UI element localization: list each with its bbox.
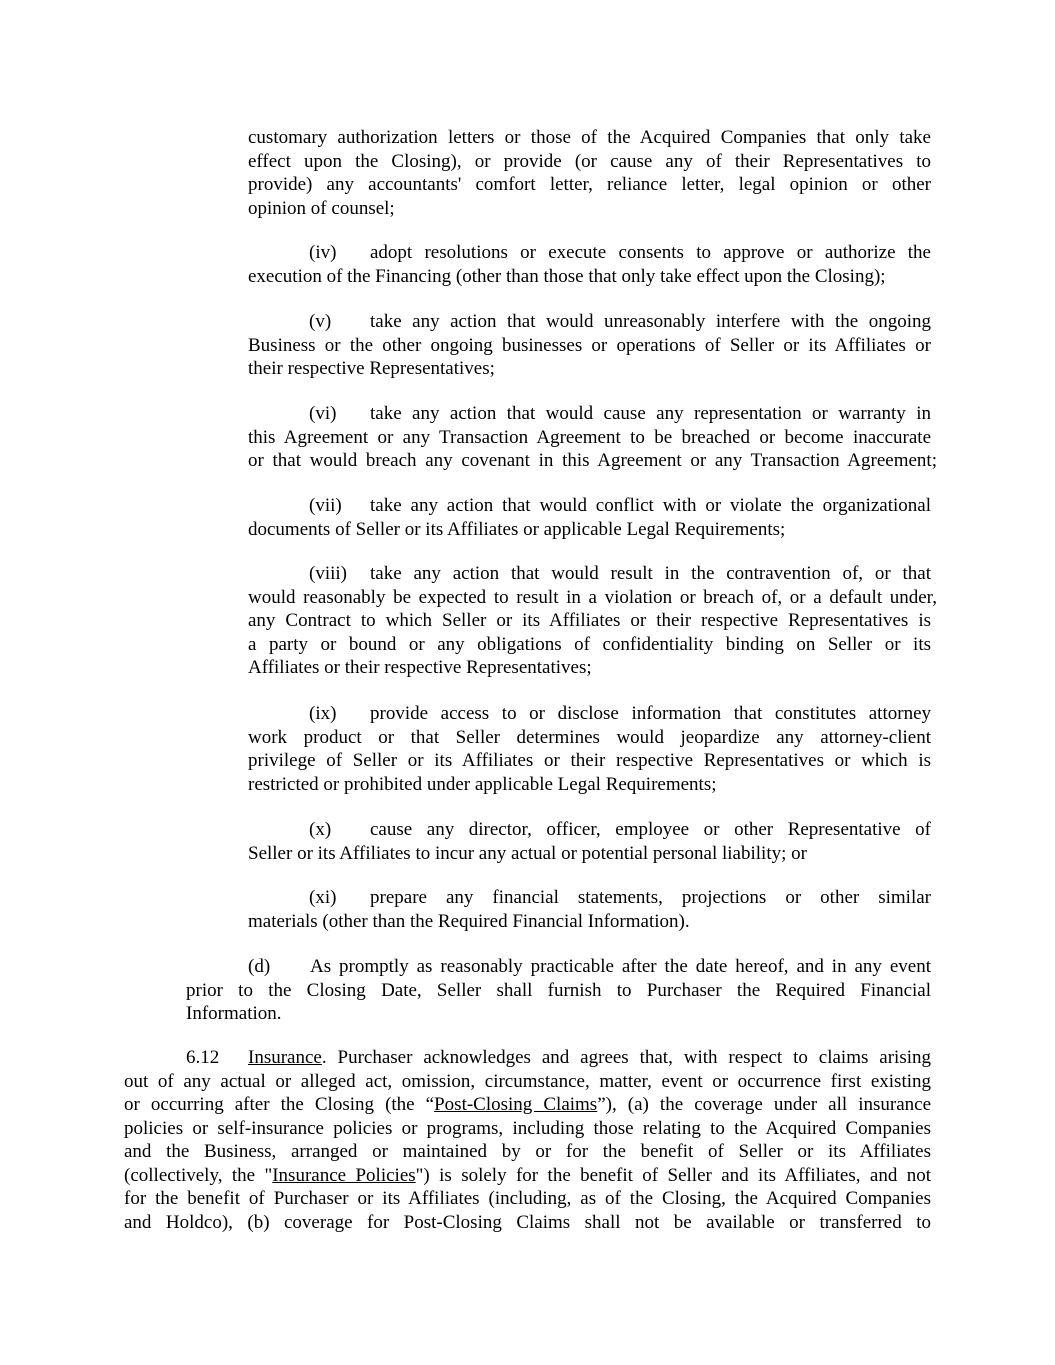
text-line: Affiliates or their respective Representatives; <box>248 657 592 678</box>
text-line <box>248 886 931 910</box>
text-line: would reasonably be expected to result in a violation or breach of, or a default under, <box>248 586 937 608</box>
section-heading: Insurance <box>248 1047 322 1068</box>
clause-x <box>248 818 931 865</box>
text-line: Business or the other ongoing businesses or operations of Seller or its Affiliates or <box>248 334 931 356</box>
clause-number: (viii) <box>309 563 347 584</box>
text-line: their respective Representatives; <box>248 358 495 379</box>
text-line <box>248 702 931 726</box>
text-line: for the benefit of Purchaser or its Affiliates (including, as of the Closing, the Acquired Companies <box>124 1188 931 1209</box>
clause-xi <box>248 886 931 933</box>
text-line <box>248 562 931 586</box>
clause-number: (iv) <box>309 242 337 263</box>
text-line: provide) any accountants' comfort letter, reliance letter, legal opinion or other <box>248 174 931 195</box>
text-run: As promptly as reasonably practicable after the date hereof, and in any event <box>310 956 931 977</box>
clause-vi <box>248 402 937 473</box>
text-line <box>186 955 931 979</box>
text-line: effect upon the Closing), or provide (or cause any of their Representatives to <box>248 150 931 172</box>
text-line <box>248 241 931 265</box>
text-line <box>124 1046 931 1070</box>
text-line <box>248 310 931 334</box>
subsection-d <box>186 955 931 1026</box>
text-run: ”), (a) the coverage under all insurance <box>597 1094 931 1115</box>
text-run: provide access to or disclose information that constitutes attorney <box>370 703 931 724</box>
text-line: policies or self-insurance policies or programs, including those relating to the Acquired Companies <box>124 1117 931 1139</box>
clause-vii <box>248 494 931 541</box>
text-line: prior to the Closing Date, Seller shall furnish to Purchaser the Required Financial <box>186 979 931 1001</box>
section-number: 6.12 <box>186 1047 220 1068</box>
text-line: execution of the Financing (other than those that only take effect upon the Closing); <box>248 265 886 287</box>
clause-number: (d) <box>248 956 271 977</box>
continuation-paragraph <box>248 126 931 220</box>
clause-number: (xi) <box>309 887 337 908</box>
text-line: out of any actual or alleged act, omission, circumstance, matter, event or occurrence first existing <box>124 1070 931 1092</box>
text-line: documents of Seller or its Affiliates or applicable Legal Requirements; <box>248 518 786 540</box>
clause-viii <box>248 562 937 680</box>
text-run: ") is solely for the benefit of Seller and its Affiliates, and not <box>415 1164 932 1186</box>
text-run: . Purchaser acknowledges and agrees that, with respect to claims arising <box>321 1047 931 1068</box>
text-line <box>248 402 931 426</box>
clause-v <box>248 310 931 381</box>
text-line: customary authorization letters or those of the Acquired Companies that only take <box>248 127 931 148</box>
defined-term: Insurance Policies <box>272 1164 416 1186</box>
text-line <box>124 1164 931 1188</box>
section-6-12 <box>124 1046 931 1234</box>
text-line: work product or that Seller determines would jeopardize any attorney-client <box>248 726 931 748</box>
clause-number: (vii) <box>309 495 342 516</box>
text-run: take any action that would conflict with or violate the organizational <box>370 495 931 516</box>
text-line: and Holdco), (b) coverage for Post-Closing Claims shall not be available or transferred to <box>124 1211 931 1233</box>
text-run: or occurring after the Closing (the “ <box>124 1094 435 1115</box>
text-run: adopt resolutions or execute consents to approve or authorize the <box>370 242 931 263</box>
text-line <box>248 494 931 518</box>
text-line <box>124 1093 931 1117</box>
text-line <box>248 818 931 842</box>
text-run: prepare any financial statements, projections or other similar <box>370 887 931 908</box>
text-run: take any action that would cause any representation or warranty in <box>370 403 931 424</box>
text-line: opinion of counsel; <box>248 197 395 219</box>
text-line: Information. <box>186 1003 282 1024</box>
defined-term: Post-Closing Claims <box>434 1094 598 1115</box>
clause-number: (vi) <box>309 403 337 424</box>
text-run: cause any director, officer, employee or other Representative of <box>370 819 931 840</box>
text-line: restricted or prohibited under applicable Legal Requirements; <box>248 773 717 795</box>
clause-ix <box>248 702 931 796</box>
text-line: or that would breach any covenant in this Agreement or any Transaction Agreement; <box>248 450 937 471</box>
text-run: take any action that would result in the contravention of, or that <box>370 563 931 584</box>
text-line: Seller or its Affiliates to incur any actual or potential personal liability; or <box>248 842 807 864</box>
text-run: (collectively, the " <box>124 1164 273 1186</box>
text-line: materials (other than the Required Financial Information). <box>248 910 690 932</box>
clause-number: (ix) <box>309 703 337 724</box>
text-line: this Agreement or any Transaction Agreement to be breached or become inaccurate <box>248 426 931 448</box>
text-line: any Contract to which Seller or its Affiliates or their respective Representatives is <box>248 610 931 631</box>
clause-number: (v) <box>309 311 332 332</box>
text-line: a party or bound or any obligations of confidentiality binding on Seller or its <box>248 633 931 655</box>
text-run: take any action that would unreasonably interfere with the ongoing <box>370 311 931 332</box>
text-line: privilege of Seller or its Affiliates or their respective Representatives or which is <box>248 750 931 771</box>
text-line: and the Business, arranged or maintained by or for the benefit of Seller or its Affiliates <box>124 1141 931 1162</box>
clause-number: (x) <box>309 819 332 840</box>
clause-iv <box>248 241 931 288</box>
